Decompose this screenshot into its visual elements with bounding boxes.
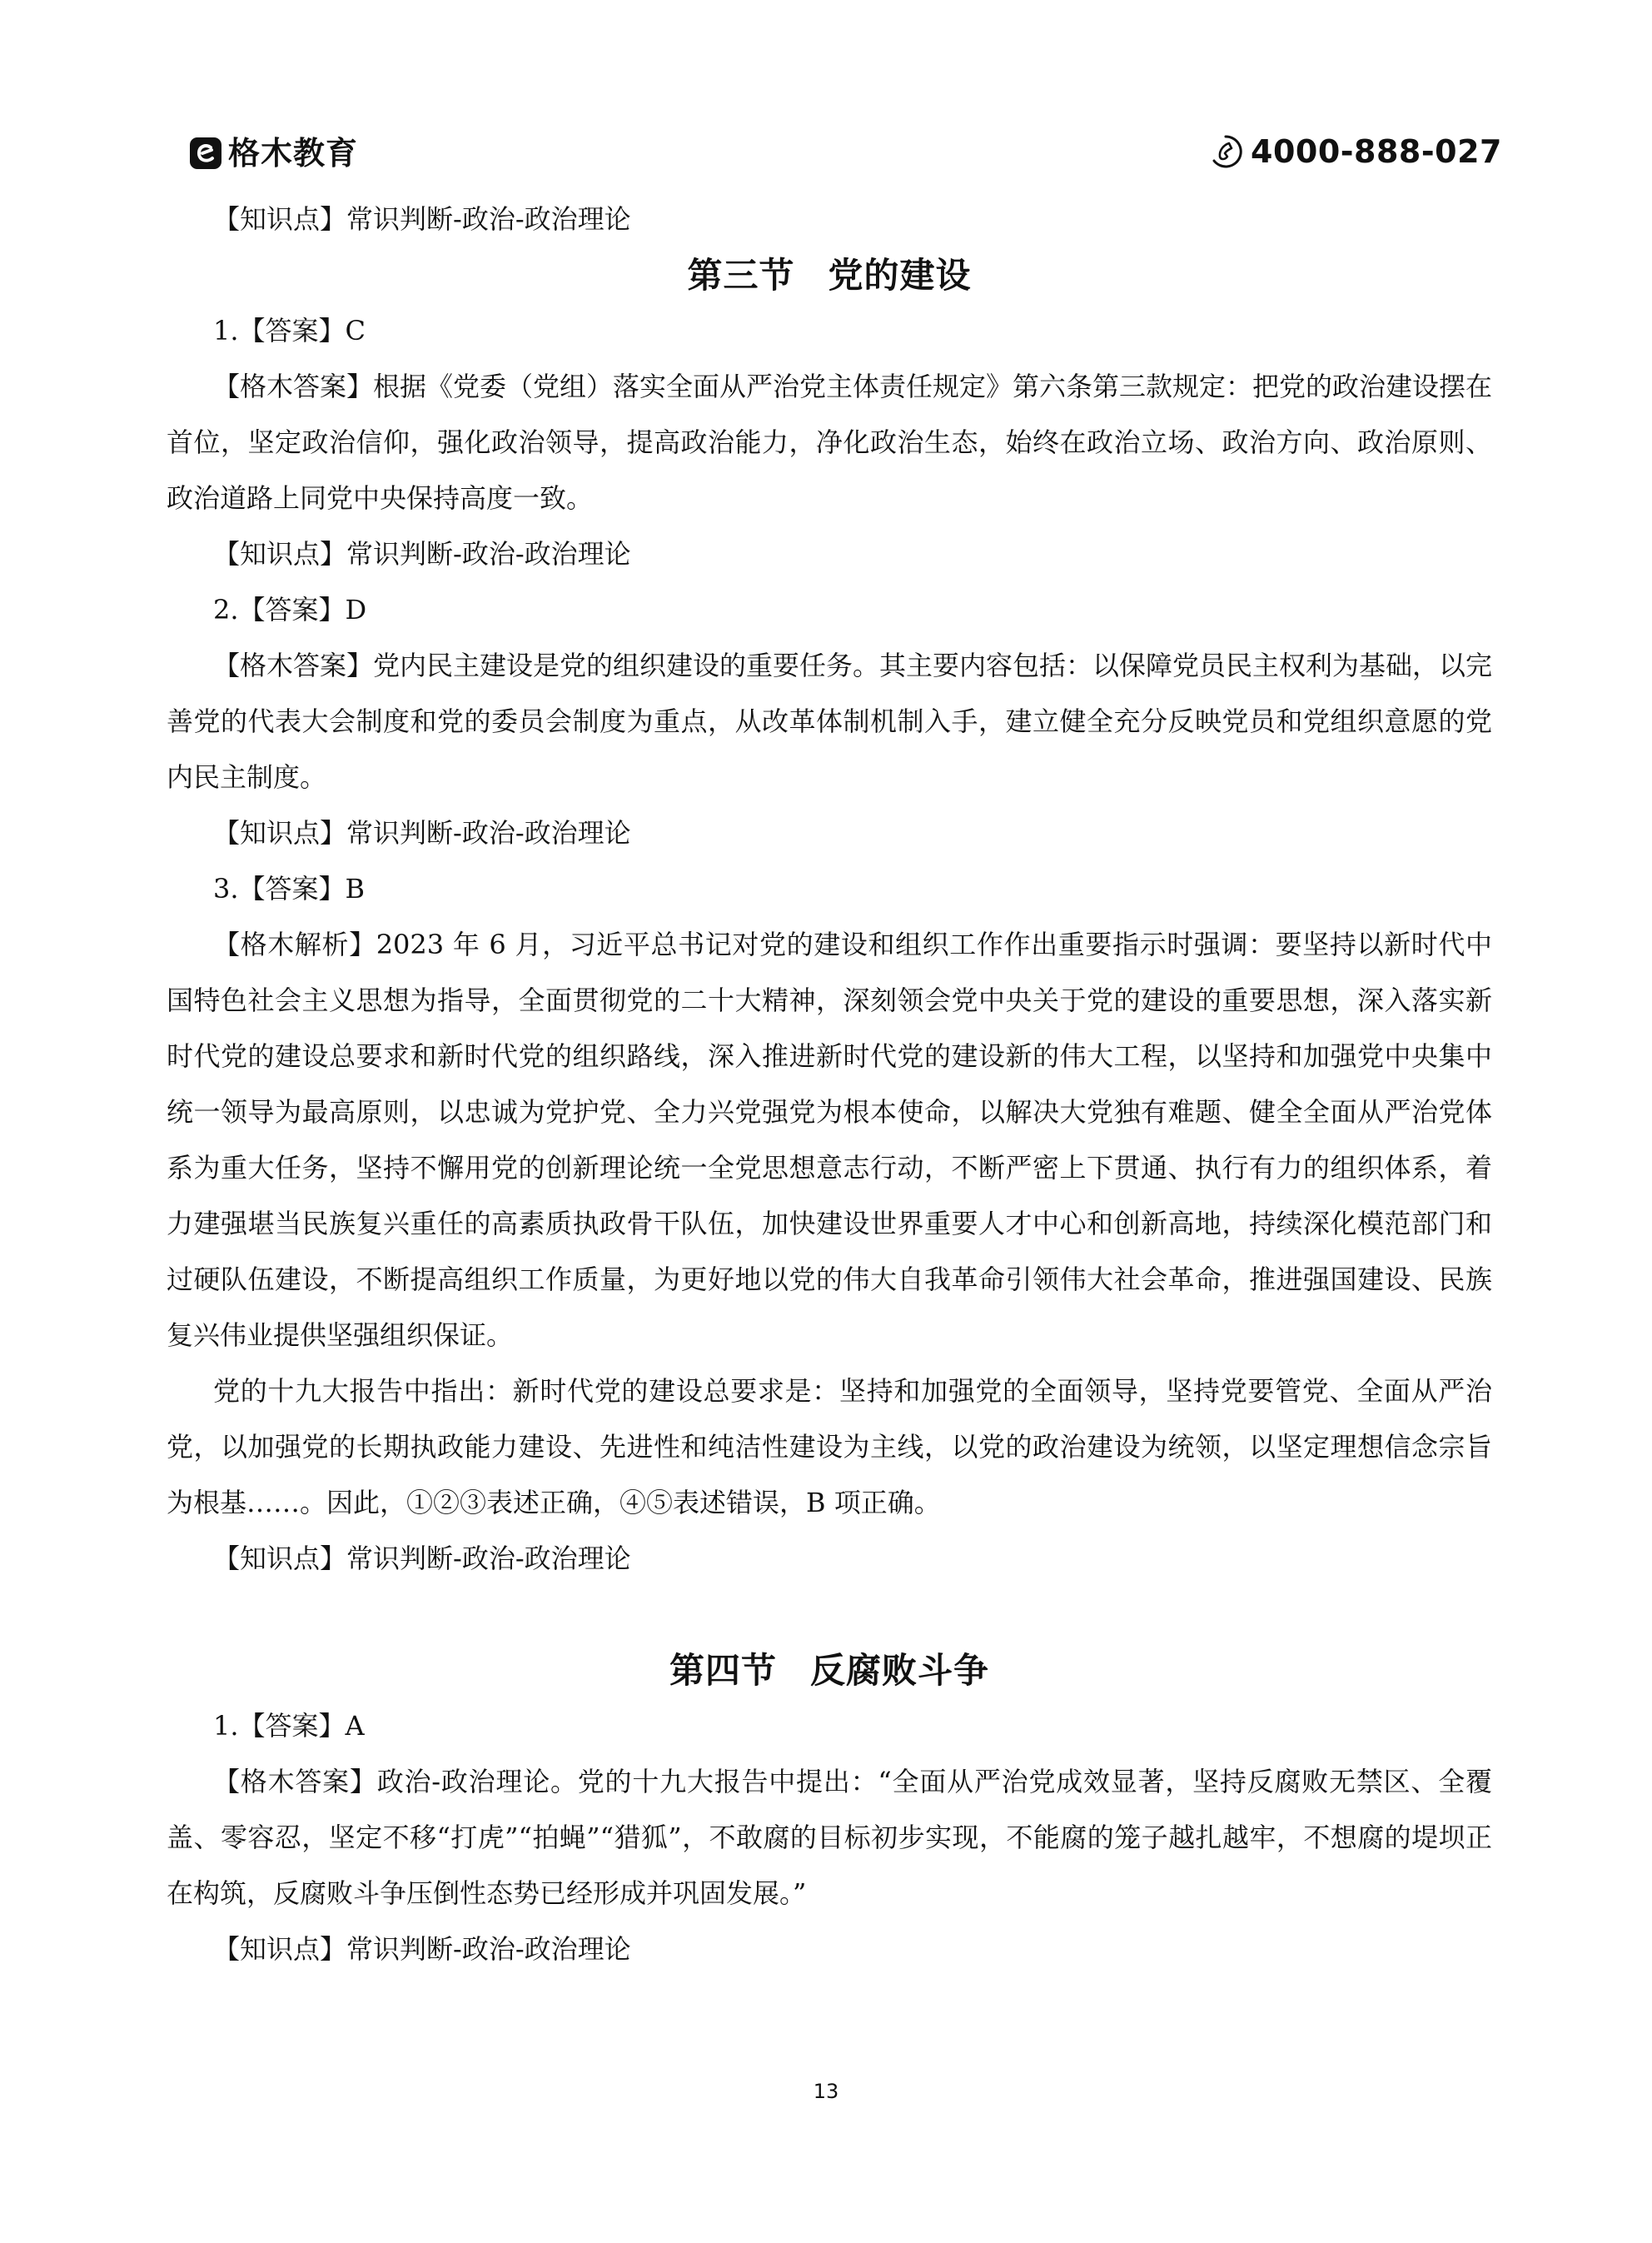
phone-number: 4000-888-027	[1251, 133, 1502, 170]
section-name: 党的建设	[828, 255, 972, 296]
knowledge-point: 【知识点】常识判断-政治-政治理论	[213, 538, 631, 570]
explanation-paragraph: 【格木答案】政治-政治理论。党的十九大报告中提出：“全面从严治党成效显著，坚持反腐败无禁区、全覆盖、零容忍，坚定不移“打虎”“拍蝇”“猎狐”，不敢腐的目标初步实现，不能腐的笼子越扎越牢，不想腐的堤坝正在构筑，反腐败斗争压倒性态势已经形成并巩固发展。”	[167, 1766, 1492, 1909]
brand-e-icon	[190, 137, 221, 169]
phone-icon	[1207, 133, 1244, 170]
explanation-paragraph: 【格木答案】根据《党委（党组）落实全面从严治党主体责任规定》第六条第三款规定：把党的政治建设摆在首位，坚定政治信仰，强化政治领导，提高政治能力，净化政治生态，始终在政治立场、政治方向、政治原则、政治道路上同党中央保持高度一致。	[167, 371, 1493, 514]
explanation-paragraph: 党的十九大报告中指出：新时代党的建设总要求是：坚持和加强党的全面领导，坚持党要管党、全面从严治党，以加强党的长期执政能力建设、先进性和纯洁性建设为主线，以党的政治建设为统领，以坚定理想信念宗旨为根基……。因此，①②③表述正确，④⑤表述错误，B 项正确。	[167, 1375, 1492, 1518]
section-number: 第三节	[687, 255, 795, 296]
brand-name: 格木教育	[228, 135, 359, 172]
answer-line: 1.【答案】A	[213, 1710, 365, 1742]
explanation-paragraph: 【格木解析】2023 年 6 月，习近平总书记对党的建设和组织工作作出重要指示时强调：要坚持以新时代中国特色社会主义思想为指导，全面贯彻党的二十大精神，深刻领会党中央关于党的建设的重要思想，深入落实新时代党的建设总要求和新时代党的组织路线，深入推进新时代党的建设新的伟大工程，以坚持和加强党中央集中统一领导为最高原则，以忠诚为党护党、全力兴党强党为根本使命，以解决大党独有难题、健全全面从严治党体系为重大任务，坚持不懈用党的创新理论统一全党思想意志行动，不断严密上下贯通、执行有力的组织体系，着力建强堪当民族复兴重任的高素质执政骨干队伍，加快建设世界重要人才中心和创新高地，持续深化模范部门和过硬队伍建设，不断提高组织工作质量，为更好地以党的伟大自我革命引领伟大社会革命，推进强国建设、民族复兴伟业提供坚强组织保证。	[167, 929, 1492, 1351]
hotline	[1207, 133, 1502, 170]
section-number: 第四节	[669, 1650, 777, 1691]
section-spacer	[167, 1587, 1492, 1642]
section-title	[167, 1642, 1492, 1698]
section-name: 反腐败斗争	[810, 1650, 990, 1691]
page-header	[0, 132, 1652, 178]
brand-logo	[190, 135, 358, 172]
answer-line: 1.【答案】C	[213, 315, 366, 346]
answer-line: 3.【答案】B	[213, 873, 366, 905]
page-content	[167, 192, 1492, 1977]
section-title	[167, 247, 1492, 303]
knowledge-point: 【知识点】常识判断-政治-政治理论	[213, 203, 631, 235]
answer-line: 2.【答案】D	[213, 594, 367, 626]
knowledge-point: 【知识点】常识判断-政治-政治理论	[213, 1543, 631, 1574]
page-number: 13	[813, 2080, 839, 2103]
explanation-paragraph: 【格木答案】党内民主建设是党的组织建设的重要任务。其主要内容包括：以保障党员民主权利为基础，以完善党的代表大会制度和党的委员会制度为重点，从改革体制机制入手，建立健全充分反映党员和党组织意愿的党内民主制度。	[167, 650, 1493, 793]
knowledge-point: 【知识点】常识判断-政治-政治理论	[213, 1933, 631, 1965]
knowledge-point: 【知识点】常识判断-政治-政治理论	[213, 817, 631, 849]
